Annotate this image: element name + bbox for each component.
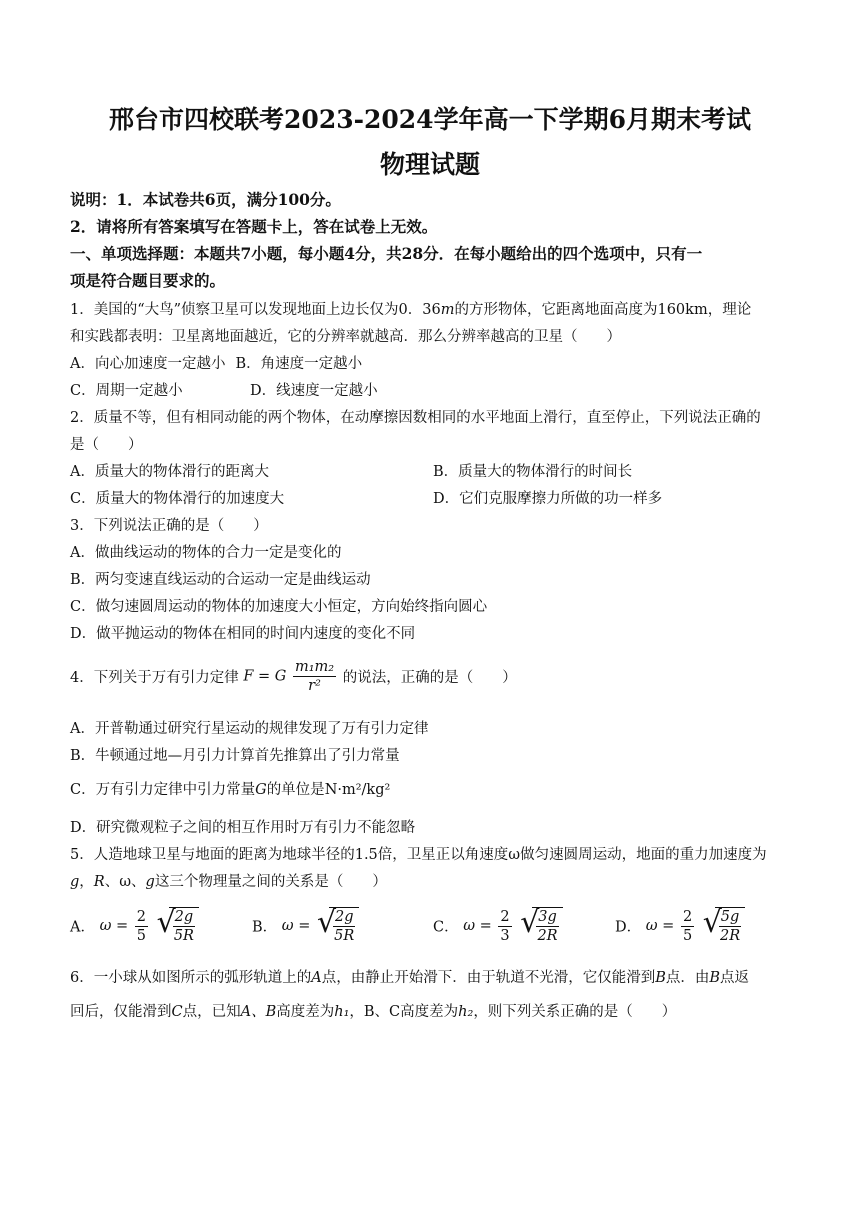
q5-option-c[interactable]: C． ω = $\frac{2}{3}$ √ $\frac{3g}{2R}$	[433, 907, 563, 945]
note-2: 2．请将所有答案填写在答题卡上，答在试卷上无效。	[70, 217, 438, 236]
gravitation-formula-fraction: $\frac{\text{m₁m₂}}{\text{r²}}$	[294, 659, 335, 694]
q2-option-a[interactable]: A．质量大的物体滑行的距离大	[70, 464, 269, 480]
q5-a-coefficient: $\frac{2}{5}$	[136, 908, 147, 944]
note-1: 说明：1．本试卷共6页，满分100分。	[70, 190, 341, 209]
q1-options-row2	[70, 379, 378, 400]
q4-option-a[interactable]: A．开普勒通过研究行星运动的规律发现了万有引力定律	[70, 721, 429, 737]
q4-stem: 4．下列关于万有引力定律 F = G $\frac{\text{m₁m₂}}{\text{r²}}$ 的说法，正确的是（ ）	[70, 659, 517, 694]
q3-option-c[interactable]: C．做匀速圆周运动的物体的加速度大小恒定，方向始终指向圆心	[70, 599, 488, 615]
q3-stem: 3．下列说法正确的是（ ）	[70, 518, 268, 534]
unit-expression: N·m²/kg²	[324, 782, 391, 798]
exam-title: 邢台市四校联考2023-2024学年高一下学期6月期末考试	[109, 105, 751, 134]
q5-stem-line2: g，R、ω、g这三个物理量之间的关系是（ ）	[70, 874, 387, 890]
q5-a-radical: √ $\frac{2g}{5R}$	[157, 907, 200, 945]
gravitation-formula-lhs: F = G	[243, 668, 287, 685]
section-heading-line2: 项是符合题目要求的。	[70, 271, 226, 290]
q3-option-b[interactable]: B．两匀变速直线运动的合运动一定是曲线运动	[70, 572, 371, 588]
q5-d-coefficient: $\frac{2}{5}$	[682, 908, 693, 944]
q1-option-d[interactable]: D．线速度一定越小	[250, 383, 378, 399]
q1-stem-line1: 1．美国的“大鸟”侦察卫星可以发现地面上边长仅为0．36m的方形物体，它距离地面高度为160km，理论	[70, 302, 752, 318]
q5-d-radical: √ $\frac{5g}{2R}$	[703, 907, 746, 945]
q3-option-a[interactable]: A．做曲线运动的物体的合力一定是变化的	[70, 545, 342, 561]
q2-option-c[interactable]: C．质量大的物体滑行的加速度大	[70, 491, 285, 507]
q3-option-d[interactable]: D．做平抛运动的物体在相同的时间内速度的变化不同	[70, 626, 416, 642]
q1-option-a[interactable]: A．向心加速度一定越小	[70, 356, 226, 372]
q4-option-c[interactable]: C．万有引力定律中引力常量G的单位是N·m²/kg²	[70, 782, 391, 798]
h1-symbol: h₁	[334, 1004, 350, 1020]
section-heading-line1: 一、单项选择题：本题共7小题，每小题4分，共28分．在每小题给出的四个选项中，只有一	[70, 244, 703, 263]
h2-symbol: h₂	[458, 1004, 474, 1020]
q5-option-a[interactable]: A． ω = $\frac{2}{5}$ √ $\frac{2g}{5R}$	[70, 907, 199, 945]
q5-stem-line1: 5．人造地球卫星与地面的距离为地球半径的1.5倍，卫星正以角速度ω做匀速圆周运动，地面的重力加速度为	[70, 847, 767, 863]
q2-stem-line1: 2．质量不等，但有相同动能的两个物体，在动摩擦因数相同的水平地面上滑行，直至停止，下列说法正确的	[70, 410, 761, 426]
omega-symbol: ω =	[99, 918, 129, 934]
q4-option-d[interactable]: D．研究微观粒子之间的相互作用时万有引力不能忽略	[70, 820, 416, 836]
q2-stem-line2: 是（ ）	[70, 437, 143, 453]
q2-option-b[interactable]: B．质量大的物体滑行的时间长	[433, 464, 633, 480]
q5-option-d[interactable]: D． ω = $\frac{2}{5}$ √ $\frac{5g}{2R}$	[615, 907, 745, 945]
exam-subtitle: 物理试题	[379, 150, 480, 179]
q1-option-b[interactable]: B．角速度一定越小	[235, 356, 363, 372]
q1-stem-line2: 和实践都表明：卫星离地面越近，它的分辨率就越高．那么分辨率越高的卫星（ ）	[70, 329, 621, 345]
q5-b-radical: √ $\frac{2g}{5R}$	[317, 907, 360, 945]
q1-options-row1	[70, 352, 362, 373]
q5-c-coefficient: $\frac{2}{3}$	[500, 908, 510, 944]
q6-stem-line2: 回后，仅能滑到C点，已知A、B高度差为h₁，B、C高度差为h₂，则下列关系正确的是（ ）	[70, 1004, 677, 1020]
q1-option-c[interactable]: C．周期一定越小	[70, 383, 183, 399]
q6-stem-line1: 6．一小球从如图所示的弧形轨道上的A点，由静止开始滑下．由于轨道不光滑，它仅能滑到B点．由B点返	[70, 970, 750, 986]
q5-option-b[interactable]: B． ω = √ $\frac{2g}{5R}$	[252, 907, 359, 945]
q2-option-d[interactable]: D．它们克服摩擦力所做的功一样多	[433, 491, 663, 507]
q5-c-radical: √ $\frac{3g}{2R}$	[520, 907, 563, 945]
q4-option-b[interactable]: B．牛顿通过地—月引力计算首先推算出了引力常量	[70, 748, 400, 764]
